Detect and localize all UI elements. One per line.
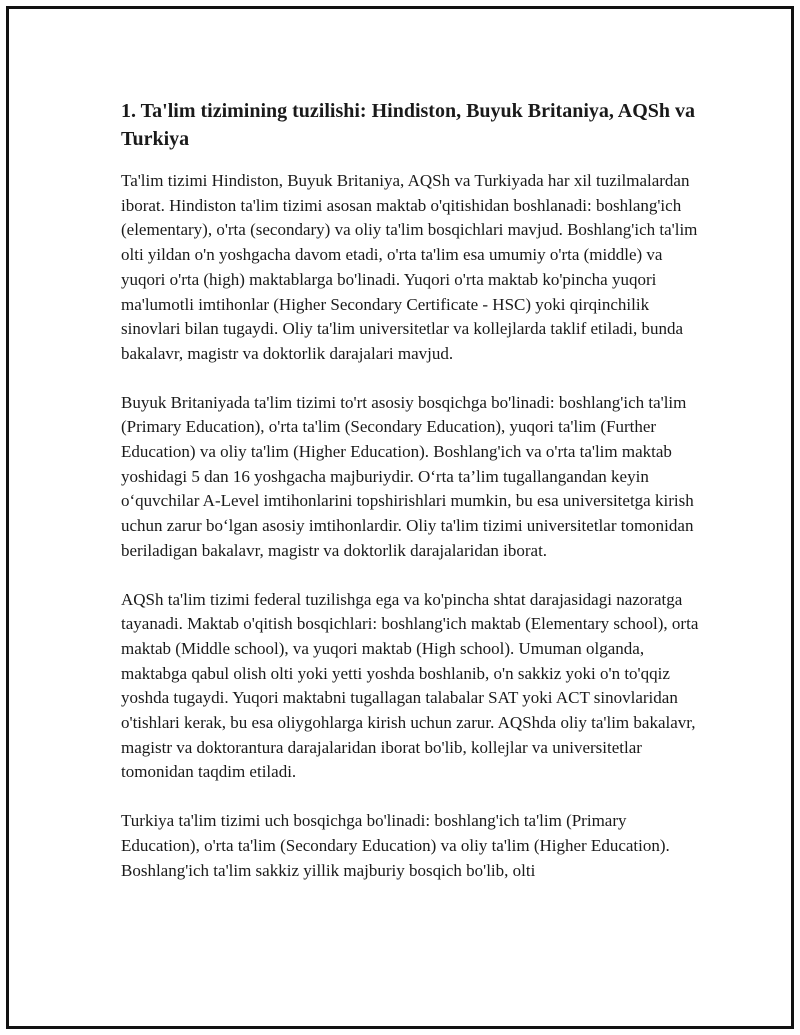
paragraph-turkey: Turkiya ta'lim tizimi uch bosqichga bo'linadi: boshlang'ich ta'lim (Primary Education), o'rta ta'lim (Secondary Education) va oliy ta'lim (Higher Education). Boshlang'ich ta'lim sakkiz yillik majburiy bosqich bo'lib, olti — [121, 811, 670, 880]
document-body — [121, 97, 701, 907]
paragraph-india: Ta'lim tizimi Hindiston, Buyuk Britaniya, AQSh va Turkiyada har xil tuzilmalardan iborat. Hindiston ta'lim tizimi asosan maktab o'qitishidan boshlanadi: boshlang'ich (elementary), o'rta (secondary) va oliy ta'lim bosqichlari mavjud. Boshlang'ich ta'lim olti yildan o'n yoshgacha davom etadi, o'rta ta'lim esa umumiy o'rta (middle) va yuqori o'rta (high) maktablarga bo'linadi. Yuqori o'rta maktab ko'pincha yuqori ma'lumotli imtihonlar (Higher Secondary Certificate - HSC) yoki qirqinchilik sinovlari bilan tugaydi. Oliy ta'lim universitetlar va kollejlarda taklif etiladi, bunda bakalavr, magistr va doktorlik darajalari mavjud. — [121, 171, 698, 363]
paragraph-usa: AQSh ta'lim tizimi federal tuzilishga ega va ko'pincha shtat darajasidagi nazoratga tayanadi. Maktab o'qitish bosqichlari: boshlang'ich maktab (Elementary school), orta maktab (Middle school), va yuqori maktab (High school). Umuman olganda, maktabga qabul olish olti yoki yetti yoshda boshlanib, o'n sakkiz yoki o'n to'qqiz yoshda tugaydi. Yuqori maktabni tugallagan talabalar SAT yoki ACT sinovlaridan o'tishlari kerak, bu esa oliygohlarga kirish uchun zarur. AQShda oliy ta'lim bakalavr, magistr va doktorantura darajalaridan iborat bo'lib, kollejlar va universitetlar tomonidan taqdim etiladi. — [121, 589, 699, 782]
paragraph-united-kingdom: Buyuk Britaniyada ta'lim tizimi to'rt asosiy bosqichga bo'linadi: boshlang'ich ta'lim (Primary Education), o'rta ta'lim (Secondary Education), yuqori ta'lim (Further Education) va oliy ta'lim (Higher Education). Boshlang'ich va o'rta ta'lim maktab yoshidagi 5 dan 16 yoshgacha majburiydir. O‘rta ta’lim tugallangandan keyin o‘quvchilar A-Level imtihonlarini topshirishlari mumkin, bu esa universitetga kirish uchun zarur bo‘lgan asosiy imtihonlardir. Oliy ta'lim tizimi universitetlar tomonidan beriladigan bakalavr, magistr va doktorlik darajalaridan iborat. — [121, 392, 694, 560]
document-page — [6, 6, 794, 1029]
page-title: 1. Ta'lim tizimining tuzilishi: Hindiston, Buyuk Britaniya, AQSh va Turkiya — [121, 100, 696, 150]
